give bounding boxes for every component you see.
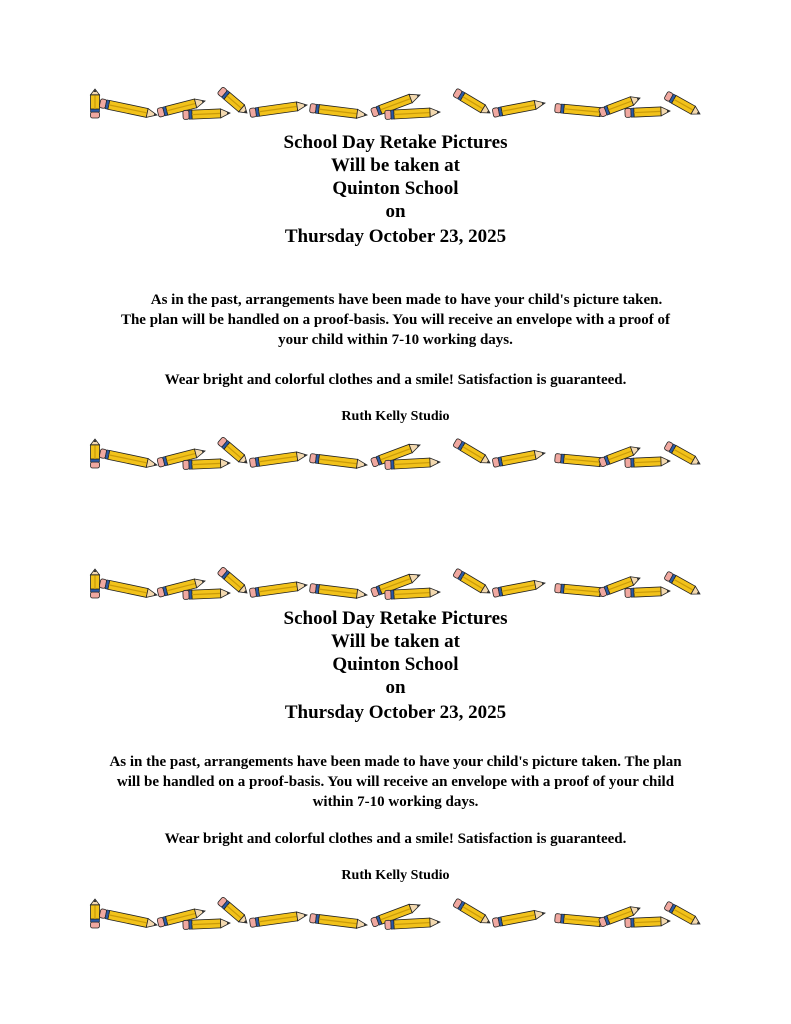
pencil-icon — [309, 104, 367, 120]
pencil-icon — [664, 571, 702, 598]
pencil-icon — [625, 587, 670, 598]
pencil-icon — [309, 914, 367, 930]
title-line: Thursday October 23, 2025 — [284, 702, 507, 723]
pencil-icon — [625, 457, 670, 468]
pencil-icon — [91, 89, 100, 118]
pencil-icon — [492, 909, 546, 928]
pencil-icon — [453, 898, 493, 927]
title-line: Quinton School — [332, 178, 459, 199]
signature: Ruth Kelly Studio — [341, 868, 450, 883]
pencil-icon — [309, 454, 367, 470]
pencil-icon — [249, 451, 307, 468]
pencil-icon — [183, 589, 230, 600]
pencil-icon — [91, 899, 100, 928]
flyer-2-title — [0, 607, 791, 724]
pencil-border-bottom-2 — [0, 895, 791, 940]
pencil-icon — [99, 449, 158, 470]
pencil-icon — [664, 441, 702, 468]
note: Wear bright and colorful clothes and a smile! Satisfaction is guaranteed. — [164, 831, 627, 847]
flyer-1-title — [0, 131, 791, 248]
pencil-icon — [453, 568, 493, 597]
note: Wear bright and colorful clothes and a smile! Satisfaction is guaranteed. — [164, 372, 627, 388]
pencil-icon — [625, 917, 670, 928]
pencil-icon — [492, 99, 546, 118]
pencil-icon — [492, 449, 546, 468]
pencil-icon — [91, 569, 100, 598]
pencil-icon — [249, 581, 307, 598]
pencil-icon — [91, 439, 100, 468]
pencil-icon — [249, 101, 307, 118]
pencil-icon — [183, 919, 230, 930]
flyer-2-body — [40, 752, 751, 886]
pencil-icon — [625, 107, 670, 118]
pencil-icon — [99, 579, 158, 600]
title-line: Will be taken at — [331, 155, 460, 176]
pencil-icon — [249, 911, 307, 928]
body-line: The plan will be handled on a proof-basis. You will receive an envelope with a proof of — [120, 312, 671, 328]
pencil-border-bottom-1 — [0, 435, 791, 480]
pencil-icon — [492, 579, 546, 598]
title-line: Quinton School — [332, 654, 459, 675]
pencil-icon — [453, 88, 493, 117]
pencil-icon — [453, 438, 493, 467]
title-line: on — [385, 201, 406, 222]
body-line: As in the past, arrangements have been made to have your child's picture taken. The plan — [109, 754, 682, 770]
body-line: within 7-10 working days. — [312, 794, 479, 810]
body-line: As in the past, arrangements have been made to have your child's picture taken. — [150, 292, 663, 308]
pencil-icon — [664, 901, 702, 928]
title-line: School Day Retake Pictures — [283, 132, 508, 153]
signature: Ruth Kelly Studio — [341, 409, 450, 424]
pencil-icon — [309, 584, 367, 600]
pencil-icon — [99, 909, 158, 930]
title-line: Thursday October 23, 2025 — [284, 226, 507, 247]
title-line: Will be taken at — [331, 631, 460, 652]
body-line: will be handled on a proof-basis. You will receive an envelope with a proof of your child — [116, 774, 675, 790]
pencil-icon — [183, 459, 230, 470]
pencil-icon — [664, 91, 702, 118]
title-line: School Day Retake Pictures — [283, 608, 508, 629]
body-line: your child within 7-10 working days. — [278, 332, 513, 348]
pencil-border-top-1 — [0, 85, 791, 130]
title-line: on — [385, 677, 406, 698]
flyer-1-body — [60, 290, 731, 427]
pencil-border-top-2 — [0, 565, 791, 610]
pencil-icon — [99, 99, 158, 120]
pencil-icon — [183, 109, 230, 120]
